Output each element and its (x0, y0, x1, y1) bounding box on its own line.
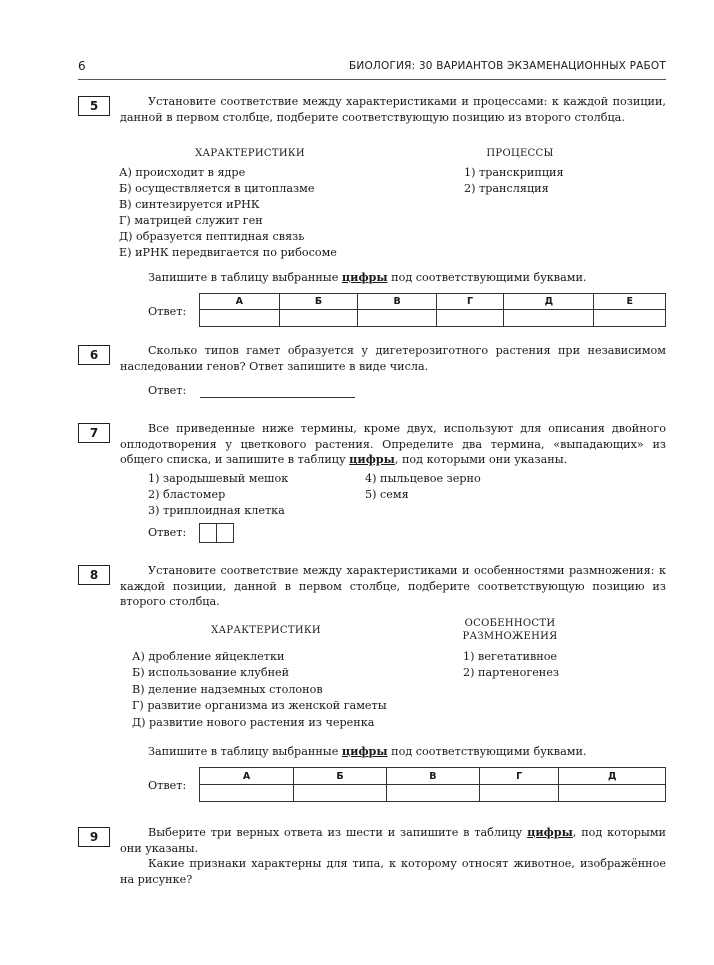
page-number: 6 (78, 59, 86, 73)
q8-col-b: Б (294, 768, 387, 785)
q8-answer-label: Ответ: (148, 779, 187, 792)
q5-item-g: Г) матрицей служит ген (119, 214, 263, 227)
q8-col-v: В (386, 768, 479, 785)
q8-item-g: Г) развитие организма из женской гаметы (132, 699, 387, 712)
q8-col-d: Д (559, 768, 666, 785)
q5-instruction: Запишите в таблицу выбранные цифры под соответствующими буквами. (148, 270, 587, 284)
q5-answer-cell[interactable] (594, 310, 666, 327)
q9-text: Выберите три верных ответа из шести и запишите в таблицу цифры, под которыми они указаны. Какие признаки характерны для типа, к которому относят животное, изображённое на рисунке? (120, 825, 666, 886)
q8-col-g: Г (479, 768, 559, 785)
q7-text: Все приведенные ниже термины, кроме двух, используют для описания двойного оплодотворения у цветкового растения. Определите два термина, «выпадающих» из общего списка, и запишите в таблицу цифры, под которыми они указаны. (120, 422, 666, 467)
q7-term-1: 1) зародышевый мешок (148, 472, 289, 485)
question-number-8: 8 (78, 565, 110, 585)
q5-answer-cell[interactable] (436, 310, 503, 327)
q9-question: Какие признаки характерны для типа, к которому относят животное, изображённое на рисунке? (120, 857, 666, 886)
q5-item-a: А) происходит в ядре (119, 166, 246, 179)
q5-answer-cell[interactable] (279, 310, 358, 327)
q8-option-1: 1) вегетативное (463, 650, 558, 663)
q5-item-v: В) синтезируется иРНК (119, 198, 260, 211)
question-number-9: 9 (78, 827, 110, 847)
q7-term-5: 5) семя (365, 488, 409, 501)
q8-answer-table (199, 767, 666, 802)
q8-text: Установите соответствие между характеристиками и особенностями размножения: к каждой позиции, данной в первом столбце, подберите соответствующую позицию из второго столбца. (120, 564, 666, 609)
q5-col-e: Е (594, 294, 666, 310)
q6-text: Сколько типов гамет образуется у дигетерозиготного растения при независимом наследовании генов? Ответ запишите в виде числа. (120, 344, 666, 373)
q8-item-d: Д) развитие нового растения из черенка (132, 716, 375, 729)
q5-col-d: Д (504, 294, 594, 310)
q7-answer-label: Ответ: (148, 526, 187, 539)
q8-answer-cell[interactable] (386, 785, 479, 802)
question-number-7: 7 (78, 423, 110, 443)
q5-col-a: А (200, 294, 280, 310)
book-title: БИОЛОГИЯ: 30 ВАРИАНТОВ ЭКЗАМЕНАЦИОННЫХ РАБОТ (348, 60, 666, 72)
q8-col-a: А (200, 768, 294, 785)
q7-term-2: 2) бластомер (148, 488, 226, 501)
q7-answer-box-1[interactable] (199, 523, 217, 543)
q5-item-b: Б) осуществляется в цитоплазме (119, 182, 315, 195)
q5-col-right-header: ПРОЦЕССЫ (486, 148, 554, 159)
q5-answer-cell[interactable] (504, 310, 594, 327)
question-number-5: 5 (78, 96, 110, 116)
q5-col-v: В (358, 294, 437, 310)
q6-answer-line[interactable] (200, 397, 355, 398)
q8-answer-cell[interactable] (479, 785, 559, 802)
q8-col-right-header-line1: ОСОБЕННОСТИ (464, 618, 556, 629)
question-number-6: 6 (78, 345, 110, 365)
q5-answer-label: Ответ: (148, 305, 187, 318)
q8-col-left-header: ХАРАКТЕРИСТИКИ (211, 625, 321, 636)
q8-item-v: В) деление надземных столонов (132, 683, 323, 696)
q7-term-3: 3) триплоидная клетка (148, 504, 285, 517)
q8-col-right-header-line2: РАЗМНОЖЕНИЯ (462, 631, 558, 642)
q5-answer-cell[interactable] (358, 310, 437, 327)
q8-answer-cell[interactable] (559, 785, 666, 802)
q8-col-right-header (450, 617, 570, 643)
q5-item-d: Д) образуется пептидная связь (119, 230, 305, 243)
q8-answer-cell[interactable] (200, 785, 294, 802)
q8-option-2: 2) партеногенез (463, 666, 559, 679)
q8-answer-cell[interactable] (294, 785, 387, 802)
q6-answer-label: Ответ: (148, 384, 187, 397)
q7-answer-box-2[interactable] (216, 523, 234, 543)
q5-col-g: Г (436, 294, 503, 310)
q8-instruction: Запишите в таблицу выбранные цифры под соответствующими буквами. (148, 744, 587, 758)
q7-term-4: 4) пыльцевое зерно (365, 472, 481, 485)
q5-option-1: 1) транскрипция (464, 166, 564, 179)
q5-text: Установите соответствие между характеристиками и процессами: к каждой позиции, данной в первом столбце, подберите соответствующую позицию из второго столбца. (120, 95, 666, 124)
q5-option-2: 2) трансляция (464, 182, 549, 195)
q5-answer-table (199, 293, 666, 327)
q5-item-e: Е) иРНК передвигается по рибосоме (119, 246, 337, 259)
q5-col-b: Б (279, 294, 358, 310)
q5-answer-cell[interactable] (200, 310, 280, 327)
q5-col-left-header: ХАРАКТЕРИСТИКИ (195, 148, 305, 159)
q8-item-a: А) дробление яйцеклетки (132, 650, 285, 663)
header-divider (78, 79, 666, 80)
q8-item-b: Б) использование клубней (132, 666, 290, 679)
